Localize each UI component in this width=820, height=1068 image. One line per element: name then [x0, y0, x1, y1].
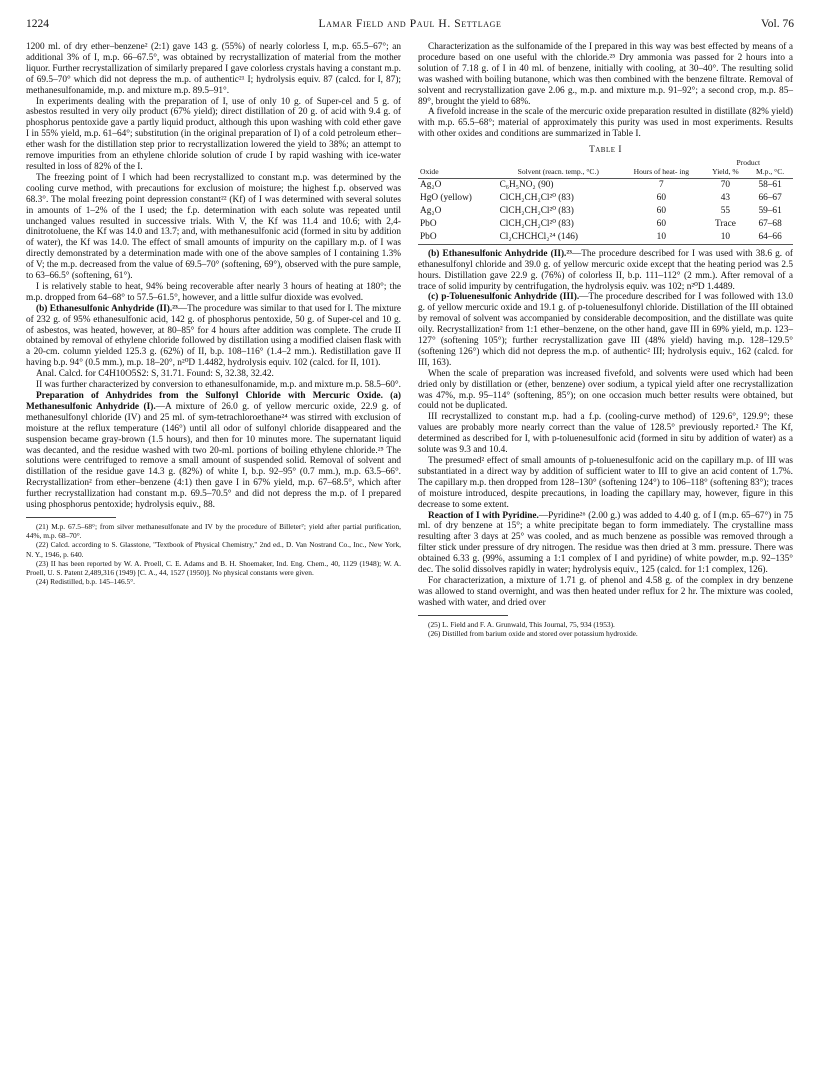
table-caption: Table I: [589, 145, 622, 156]
cell-mp: 64–66: [758, 231, 782, 242]
paragraph: II was further characterized by conversion to ethanesulfonamide, m.p. and mixture m.p. 58.5–60°.: [36, 380, 401, 391]
footnote-rule: [26, 517, 116, 518]
col-header-hours: Hours of heat- ing: [619, 159, 704, 179]
paragraph: [26, 304, 401, 369]
cell-hours: 60: [656, 206, 666, 217]
cell-hours: 60: [656, 193, 666, 204]
footnote: (24) Redistilled, b.p. 145–146.5°.: [36, 577, 136, 587]
running-header: [26, 18, 794, 36]
paragraph-text: —The procedure described for I was used with 38.6 g. of ethanesulfonyl chloride and 39.0 g. of yellow mercuric oxide except that the heating period was 2.5 hours. Distillation gave 22.9 g. (76%) of colorless II, b.p. 111–112° (2 mm.). After removal of a trace of solid impurity by centrifugation, the hydrolysis equiv. was 102; n²⁰D 1.4489.: [418, 248, 793, 292]
col-header-product: Product: [736, 158, 761, 168]
paragraph: The freezing point of I which had been recrystallized to constant m.p. was determined by the cooling curve method, with precautions for exclusion of moisture; the highest f.p. observed was 68.3°. The molal freezing point depression constant²² (Kf) of I was determined with several solutes in amounts of 1–2% of the I used; the f.p. determination with each solute was repeated until unchanged values resulted in successive trials. With V, the Kf was 11.4 and 10.6; with 2,4-dinitrotoluene, the Kf was 14.0 and 13.7; and, with methanesulfonic acid (formed in situ by addition of water), the Kf was 14.0. The effect of small amounts of impurity on the capillary m.p. of I was directly demonstrated by a determination made with one of the above samples of I containing 1.3% of V; the m.p. decreased from the value of 69.5–70° (softening, 69°), observed with the pure sample, to 63–66.5° (softening, 61°).: [26, 172, 401, 282]
footnote: (21) M.p. 67.5–68°; from silver methanesulfonate and IV by the procedure of Billeter⁷; yield after partial purification, 44%, m.p. 68–70°.: [26, 521, 401, 541]
paragraph: [418, 511, 793, 576]
paragraph: When the scale of preparation was increased fivefold, and solvents were used which had been dried only by distillation or (ether, benzene) over sodium, a typical yield after one recrystallization was 47%, m.p. 95–114° (softening, 85°); on one occasion much better results were obtained, but could not be duplicated.: [418, 368, 793, 412]
paragraph-text: —The procedure described for I was followed with 13.0 g. of yellow mercuric oxide and 19.1 g. of p-toluenesulfonyl chloride. Distillation of the III obtained by removal of solvent was accompanied by considerable decomposition, and the distillate was quite oily. Recrystallization² from 1:1 ether–benzene, on the other hand, gave III in 69% yield, m.p. 123–127° (softening 105°); further recrystallization gave III (48% yield) having m.p. 128–129.5° (softening 126°) which did not depress the m.p. of authentic² III; hydrolysis equiv., 162 (calcd. for III, 163).: [418, 292, 794, 368]
paragraph: [26, 391, 401, 511]
paragraph-text: —A mixture of 26.0 g. of yellow mercuric oxide, 22.9 g. of methanesulfonyl chloride (IV) and 25 ml. of sym-tetrachloroethane²⁴ was stirred with exclusion of moisture at the reflux temperature (146°) until all odor of sulfonyl chloride disappeared and the suspension became gray-brown (1.5 hours), and then for 10 minutes more. The supernatant liquid was decanted, and the residue washed with two 20-ml. portions of boiling ethylene chloride.²⁵ The solutions were centrifuged to remove a small amount of suspended solid. Removal of solvent and distillation of the residue gave 14.3 g. (82%) of white I, b.p. 92–95° (0.7 mm.), m.p. 63.5–66°. Recrystallization² from ether–benzene (4:1) then gave I in 67% yield, m.p. 67–68.5°, which after further recrystallization had constant m.p. 69.5–70.5° and did not depress the m.p. of I prepared using phosphorus pentoxide; hydrolysis equiv., 88.: [26, 401, 402, 511]
section-heading: (b) Ethanesulfonic Anhydride (II).²³: [428, 248, 572, 259]
cell-oxide: HgO (yellow): [420, 193, 472, 204]
cell-mp: 66–67: [758, 193, 782, 204]
section-heading: (b) Ethanesulfonic Anhydride (II).²³: [36, 303, 178, 314]
running-title: Lamar Field and Paul H. Settlage: [318, 18, 502, 30]
col-header-yield: Yield, %: [704, 168, 748, 179]
cell-hours: 7: [659, 180, 664, 191]
section-heading: Preparation of Anhydrides from the Sulfonyl Chloride with Mercuric Oxide. (a) Methanesulfonic Anhydride (I).: [26, 391, 401, 412]
cell-mp: 59–61: [758, 206, 782, 217]
cell-solvent: ClCH₂CH₂Cl²⁰ (83): [499, 206, 574, 217]
paragraph-text: —Pyridine²⁶ (2.00 g.) was added to 4.40 g. of I (m.p. 65–67°) in 75 ml. of dry benzene at 15°; a white precipitate began to form immediately. The crystalline mass resulting after 3 days at 25° was cooled, and as much benzene as possible was removed through a filter stick under pressure of dry nitrogen. The residue was then dried at 3 mm. pressure. There was obtained 6.33 g. (99%, assuming a 1:1 complex of I and pyridine) of white powder, m.p. 92–135° dec. The solid dissolves rapidly in water; hydrolysis equiv., 125 (calcd. for 1:1 complex, 126).: [418, 510, 793, 576]
paragraph: Anal. Calcd. for C4H10O5S2: S, 31.71. Found: S, 32.38, 32.42.: [36, 369, 274, 380]
table-bottom-rule: [418, 244, 793, 245]
cell-mp: 58–61: [758, 180, 782, 191]
right-column: [418, 42, 793, 638]
cell-yield: Trace: [715, 218, 736, 229]
cell-yield: 10: [720, 231, 731, 242]
section-heading: (c) p-Toluenesulfonic Anhydride (III).: [428, 292, 580, 303]
footnote: (22) Calcd. according to S. Glasstone, "Textbook of Physical Chemistry," 2nd ed., D. Van Nostrand Co., Inc., New York, N. Y., 1946, p. 640.: [26, 540, 401, 559]
cell-solvent: C₆H₅NO₂ (90): [499, 180, 554, 191]
page-number: 1224: [26, 18, 49, 30]
cell-yield: 43: [720, 193, 731, 204]
footnote: (25) L. Field and F. A. Grunwald, This Journal, 75, 934 (1953).: [428, 619, 615, 629]
paragraph-text: —The procedure was similar to that used for I. The mixture of 232 g. of 95% ethanesulfonic acid, 142 g. of phosphorus pentoxide, 50 g. of Super-cel and 10 g. of asbestos, was heated, however, at 80–85° for 4 hours after addition was complete. The crude II obtained by removal of ethylene chloride followed by distillation using a modified claisen flask with a 20-cm. column yielded 125.3 g. (62%) of II, b.p. 108–116° (1.4–2 mm.). Redistillation gave II having b.p. 94° (0.5 mm.), m.p. 18–20°, n²⁰D 1.4482, hydrolysis equiv. 102 (calcd. for II, 101).: [26, 303, 401, 369]
cell-yield: 70: [720, 180, 731, 191]
table-row: [418, 218, 793, 231]
cell-oxide: PbO: [420, 218, 437, 229]
cell-solvent: ClCH₂CH₂Cl²⁰ (83): [499, 218, 574, 229]
cell-oxide: PbO: [420, 231, 437, 242]
col-header-oxide: Oxide: [418, 159, 498, 179]
footnote: (26) Distilled from barium oxide and stored over potassium hydroxide.: [428, 628, 638, 638]
paragraph: Characterization as the sulfonamide of the I prepared in this way was best effected by means of a procedure based on one useful with the chloride.²⁵ Dry ammonia was passed for 2 hours into a solution of 7.18 g. of I in 40 ml. of benzene, initially with cooling, at 30–40°. The resulting solid was washed with boiling butanone, which was then combined with the benzene filtrate. Removal of solvent and recrystallization gave 2.06 g., m.p. and mixture m.p. 91–92°; a second crop, m.p. 85–89°, brought the yield to 68%.: [418, 42, 793, 107]
footnote-rule: [418, 615, 508, 616]
paragraph: III recrystallized to constant m.p. had a f.p. (cooling-curve method) of 129.6°, 129.9°; these values are probably more nearly correct than the value of 128.5° previously reported.² The Kf, determined as described for I, with p-toluenesulfonic acid (formed in situ by addition of water) as a solute was 9.3 and 10.4.: [418, 412, 793, 456]
cell-solvent: ClCH₂CH₂Cl²⁰ (83): [499, 193, 574, 204]
paragraph: 1200 ml. of dry ether–benzene² (2:1) gave 143 g. (55%) of nearly colorless I, m.p. 65.5–67°; an additional 3% of I, m.p. 66–67.5°, was obtained by recrystallization of material from the mother liquor. Further recrystallization of similarly prepared I gave colorless crystals having a constant m.p. of 69.5–70° which did not depress the m.p. of authentic²¹ I; hydrolysis equiv. 87 (calcd. for I, 87); methanesulfonamide, m.p. and mixture m.p. 89.5–91°.: [26, 42, 401, 96]
cell-yield: 55: [720, 206, 731, 217]
cell-hours: 60: [656, 218, 666, 229]
cell-solvent: Cl₂CHCHCl₂²⁴ (146): [499, 231, 578, 242]
col-header-mp: M.p., °C.: [747, 168, 793, 179]
table-row: [418, 192, 793, 205]
paragraph: I is relatively stable to heat, 94% being recoverable after nearly 3 hours of heating at 180°; the m.p. dropped from 64–68° to 57.5–61.5°, however, and a little sulfur dioxide was evolved.: [26, 281, 401, 303]
volume-label: Vol. 76: [760, 18, 794, 30]
col-header-solvent: Solvent (reacn. temp., °C.): [498, 159, 619, 179]
results-table: [418, 159, 793, 244]
cell-mp: 67–68: [758, 218, 782, 229]
cell-oxide: Ag₂O: [420, 206, 442, 217]
left-column: [26, 42, 401, 586]
section-heading: Reaction of I with Pyridine.: [428, 510, 539, 521]
paragraph: The presumed² effect of small amounts of p-toluenesulfonic acid on the capillary m.p. of III was substantiated in a direct way by addition of sufficient water to III to give an acid content of 1.7%. The capillary m.p. then dropped from 128–130° (softening 124°) to 106–118° (softening 83°); traces of moisture introduced, despite precautions, in loading the capillary may, however, figure in this decrease to some extent.: [418, 456, 793, 510]
paragraph: For characterization, a mixture of 1.71 g. of phenol and 4.58 g. of the complex in dry benzene was allowed to stand overnight, and was then heated under reflux for 2 hr. The mixture was cooled, washed with water, and dried over: [418, 575, 793, 608]
cell-oxide: Ag₂O: [420, 180, 442, 191]
table-row: [418, 231, 793, 244]
paragraph: [418, 292, 793, 368]
footnote: (23) II has been reported by W. A. Proell, C. E. Adams and B. H. Shoemaker, Ind. Eng. Chem., 40, 1129 (1948); W. A. Proell, U. S. Patent 2,489,316 (1949) [C. A., 44, 1527 (1950)]. No physical constants were given.: [26, 558, 401, 577]
table-row: [418, 179, 793, 192]
paragraph: A fivefold increase in the scale of the mercuric oxide preparation resulted in distillate (82% yield) with m.p. 65.5–68°; material of approximately this purity was used in most experiments. Results with other oxides and conditions are summarized in Table I.: [418, 107, 793, 140]
paragraph: In experiments dealing with the preparation of I, use of only 10 g. of Super-cel and 5 g. of asbestos resulted in very oily product (67% yield); direct distillation of 20 g. of acid with 9.4 g. of phosphorus pentoxide gave a partly liquid product, although this upon washing with cold ether gave I in 55% yield, m.p. 61–64°; substitution (in the original preparation of I) of a cold petroleum ether–ether wash for the distillation step prior to recrystallization lowered the yield to 38%; an attempt to remove impurities from an ethylene chloride solution of crude I by rapid washing with ice-water resulted in loss of 82% of the I.: [26, 96, 401, 172]
cell-hours: 10: [656, 231, 666, 242]
table-row: [418, 205, 793, 218]
paragraph: [418, 249, 793, 293]
